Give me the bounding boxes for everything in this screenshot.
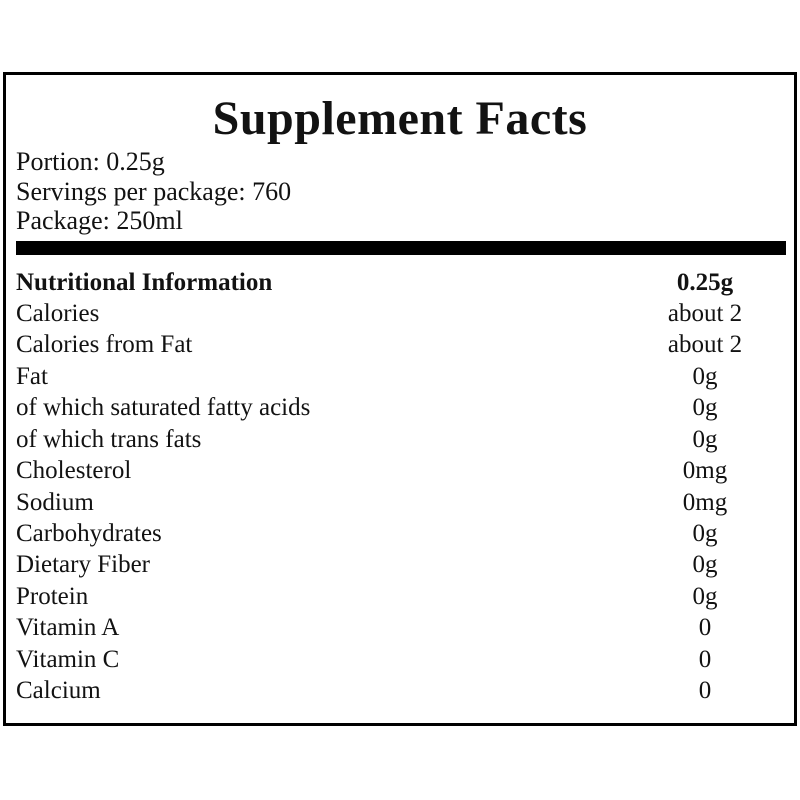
- table-row: [6, 392, 794, 423]
- nutrient-amount: 0: [698, 614, 712, 642]
- portion-line: Portion: 0.25g: [16, 147, 165, 176]
- table-header-amount: 0.25g: [676, 268, 734, 296]
- nutrient-name: Sodium: [16, 488, 94, 516]
- nutrient-name: Vitamin A: [16, 614, 120, 642]
- nutrient-amount: 0g: [692, 394, 718, 422]
- table-header-row: [6, 267, 794, 298]
- table-row: [6, 612, 794, 643]
- nutrient-amount: 0g: [692, 520, 718, 547]
- nutrient-amount: 0g: [692, 362, 718, 390]
- table-row: [6, 581, 794, 612]
- nutrient-name: Calories from Fat: [16, 331, 193, 359]
- nutrient-amount: 0: [698, 645, 712, 673]
- nutrient-name: of which saturated fatty acids: [16, 394, 311, 422]
- nutrient-amount: 0: [698, 677, 712, 705]
- nutrient-amount: 0mg: [682, 488, 728, 516]
- nutrition-table: [6, 267, 794, 707]
- table-row: [6, 361, 794, 392]
- table-row: [6, 424, 794, 455]
- table-row: [6, 644, 794, 675]
- nutrient-name: Protein: [16, 582, 89, 610]
- nutrient-amount: 0g: [692, 425, 718, 453]
- table-row: [6, 549, 794, 580]
- nutrient-amount: 0mg: [682, 457, 728, 485]
- nutrient-amount: about 2: [667, 331, 743, 359]
- nutrient-amount: 0g: [692, 582, 718, 610]
- nutrient-name: of which trans fats: [16, 425, 202, 453]
- label-title: Supplement Facts: [212, 92, 588, 145]
- nutrient-name: Vitamin C: [16, 645, 120, 673]
- divider-bar: [16, 241, 786, 255]
- nutrient-name: Fat: [16, 362, 48, 390]
- table-header-label: Nutritional Information: [16, 268, 273, 296]
- table-row: [6, 329, 794, 360]
- table-row: [6, 455, 794, 486]
- label-meta: [6, 147, 794, 236]
- package-line: Package: 250ml: [16, 206, 183, 235]
- nutrient-name: Calcium: [16, 677, 101, 705]
- nutrient-name: Calories: [16, 299, 100, 327]
- table-row: [6, 487, 794, 518]
- nutrient-name: Dietary Fiber: [16, 551, 150, 579]
- table-row: [6, 518, 794, 549]
- nutrient-amount: 0g: [692, 551, 718, 579]
- supplement-facts-label: [3, 72, 797, 726]
- nutrient-name: Carbohydrates: [16, 520, 162, 547]
- nutrient-amount: about 2: [667, 299, 743, 327]
- nutrient-name: Cholesterol: [16, 457, 132, 485]
- table-row: [6, 675, 794, 706]
- table-row: [6, 298, 794, 329]
- servings-per-package-line: Servings per package: 760: [16, 176, 292, 206]
